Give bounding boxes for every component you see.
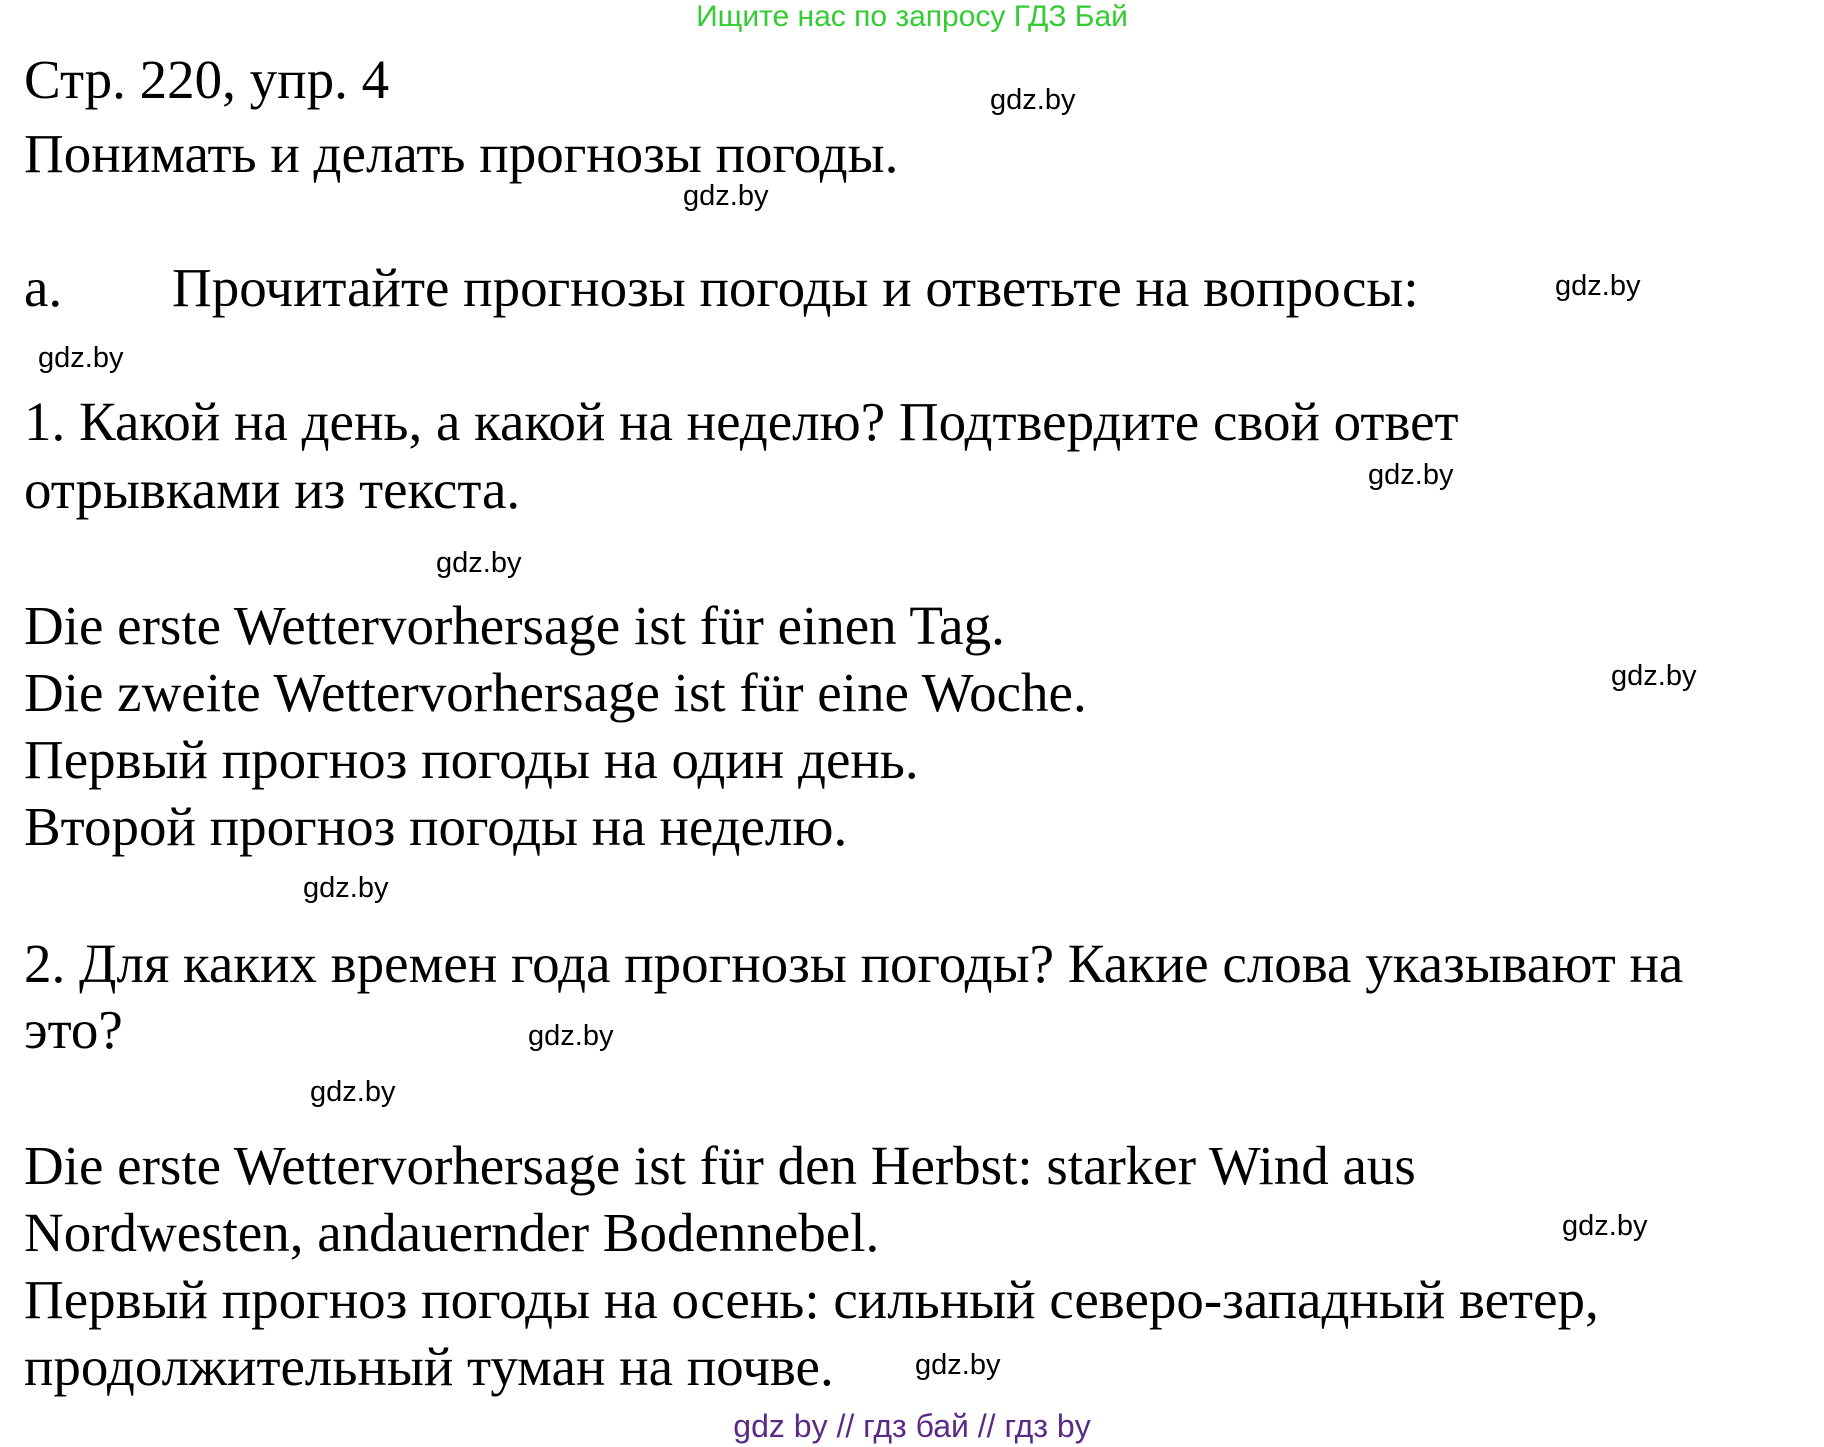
question-1-line-1: 1. Какой на день, а какой на неделю? Подтвердите свой ответ — [24, 391, 1459, 452]
task-a-marker: a. — [24, 257, 63, 318]
answer-2-de-line-1: Die erste Wettervorhersage ist für den Herbst: starker Wind aus — [24, 1135, 1416, 1196]
watermark: gdz.by — [38, 342, 124, 374]
answer-2-ru-line-2: продолжительный туман на почве. — [24, 1336, 834, 1397]
answer-1-ru-line-2: Второй прогноз погоды на неделю. — [24, 796, 848, 857]
watermark: gdz.by — [303, 872, 389, 904]
header-search-hint[interactable]: Ищите нас по запросу ГДЗ Бай — [696, 0, 1128, 33]
page-title: Стр. 220, упр. 4 — [24, 49, 390, 110]
watermark: gdz.by — [683, 180, 769, 212]
watermark: gdz.by — [1562, 1210, 1648, 1242]
answer-1-de-line-2: Die zweite Wettervorhersage ist für eine Woche. — [24, 662, 1087, 723]
watermark: gdz.by — [915, 1349, 1001, 1381]
answer-1-de-line-1: Die erste Wettervorhersage ist für einen Tag. — [24, 595, 1005, 656]
watermark: gdz.by — [1611, 660, 1697, 692]
watermark: gdz.by — [1555, 270, 1641, 302]
watermark: gdz.by — [528, 1020, 614, 1052]
watermark: gdz.by — [310, 1076, 396, 1108]
answer-2-ru-line-1: Первый прогноз погоды на осень: сильный северо-западный ветер, — [24, 1269, 1599, 1330]
task-a-text: Прочитайте прогнозы погоды и ответьте на вопросы: — [172, 257, 1419, 318]
footer-links[interactable]: gdz by // гдз бай // гдз by — [733, 1408, 1091, 1444]
page-subtitle: Понимать и делать прогнозы погоды. — [24, 123, 899, 184]
answer-2-de-line-2: Nordwesten, andauernder Bodennebel. — [24, 1202, 880, 1263]
answer-1-ru-line-1: Первый прогноз погоды на один день. — [24, 729, 919, 790]
watermark: gdz.by — [436, 547, 522, 579]
watermark: gdz.by — [990, 84, 1076, 116]
watermark: gdz.by — [1368, 459, 1454, 491]
question-2-line-2: это? — [24, 999, 123, 1060]
question-1-line-2: отрывками из текста. — [24, 459, 521, 520]
question-2-line-1: 2. Для каких времен года прогнозы погоды? Какие слова указывают на — [24, 933, 1684, 994]
